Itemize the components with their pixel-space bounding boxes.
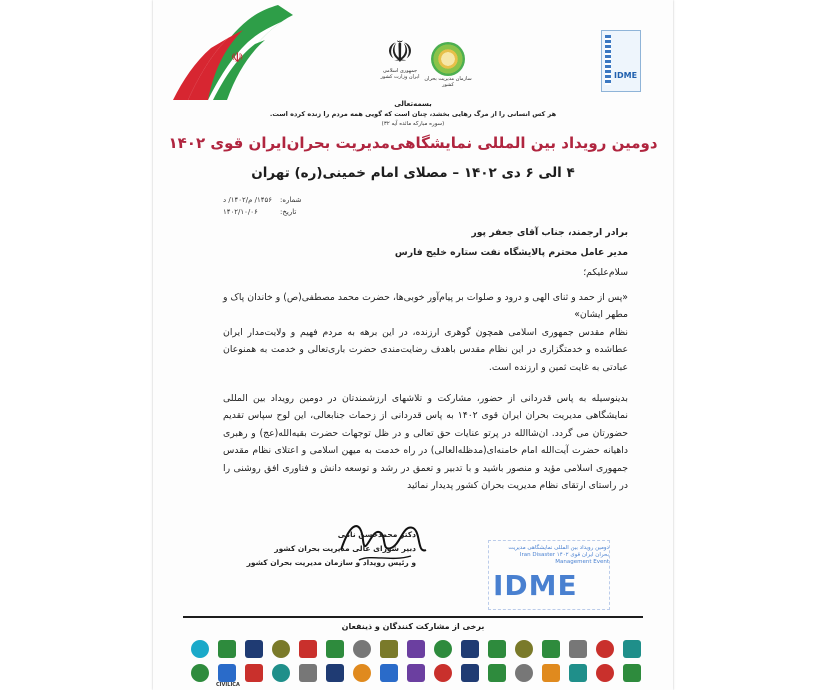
signer-role-1: دبیر شورای عالی مدیریت بحران کشور (274, 544, 416, 553)
partner-logo-icon (380, 640, 398, 658)
event-date-venue: ۴ الی ۶ دی ۱۴۰۲ – مصلای امام خمینی(ره) تهران (251, 165, 575, 181)
partner-logo-icon (515, 640, 533, 658)
partner-logo-icon (623, 640, 641, 658)
partner-logo-icon (245, 664, 263, 682)
partner-logo-icon (569, 640, 587, 658)
date-value: ۱۴۰۲/۱۰/۰۶ (223, 208, 258, 216)
stamp-logo-text: IDME (493, 569, 578, 602)
partner-logo-icon (461, 664, 479, 682)
partner-logo-icon (191, 640, 209, 658)
footer-title: برخی از مشارکت کنندگان و ذینفعان (341, 622, 485, 631)
partner-logo-icon (272, 664, 290, 682)
civilica-logo-text: CIVILICA (216, 682, 240, 688)
partner-logo-icon (488, 664, 506, 682)
partner-logo-icon (488, 640, 506, 658)
idme-logo-text: IDME (614, 71, 638, 80)
partner-logos-row-1 (191, 640, 641, 658)
iran-flag-ribbon (153, 0, 303, 100)
partner-logo-icon (596, 640, 614, 658)
emblem-icon (431, 42, 465, 76)
partner-logo-icon (353, 640, 371, 658)
partner-logo-icon (191, 664, 209, 682)
crisis-org-logo (423, 42, 473, 88)
partner-logo-icon (434, 664, 452, 682)
footer-divider (183, 616, 643, 618)
header-quote: هر کس انسانی را از مرگ رهایی بخشد، چنان است که گویی همه مردم را زنده کرده است. (269, 110, 557, 118)
salutation: برادر ارجمند، جناب آقای جعفر پور (471, 227, 628, 238)
partner-logo-icon (461, 640, 479, 658)
partner-logo-icon (542, 640, 560, 658)
partner-logo-icon (245, 640, 263, 658)
partner-logo-icon (380, 664, 398, 682)
paragraph-system: نظام مقدس جمهوری اسلامی همچون گوهری ارزنده، در این برهه به مردم فهیم و ولایت‌مدار ایران عطاشده و خدمتگزاری در این نظام مقدس باهدف رضایت‌مندی حضرت باری‌تعالی و خدمت به همنوعان عبادتی به غایت ثمین و ارزنده است. (223, 327, 628, 373)
partner-logo-icon (353, 664, 371, 682)
partner-logo-icon (299, 640, 317, 658)
partner-logo-icon (542, 664, 560, 682)
date-label: تاریخ: (280, 208, 297, 216)
partner-logo-icon (407, 640, 425, 658)
partner-logo-icon (272, 640, 290, 658)
partner-logo-icon (326, 640, 344, 658)
partner-logo-icon (218, 664, 236, 682)
partner-logos-row-2 (191, 664, 641, 688)
partner-logo-icon (515, 664, 533, 682)
greeting: سلام‌علیکم؛ (583, 267, 628, 278)
crest-icon: ☫ (386, 35, 414, 70)
partner-logo-icon (218, 640, 236, 658)
ministry-crest-logo (377, 35, 423, 80)
basmala: بسمه‌تعالی (394, 100, 432, 108)
number-value: ۱۴۵۶/ م/۱۴۰۲/ د (223, 196, 273, 204)
signer-name: دکتر محمدحسن نامی (337, 530, 416, 539)
svg-text:☫: ☫ (231, 50, 244, 66)
partner-logo-icon (569, 664, 587, 682)
crest-caption: جمهوری اسلامی ایران وزارت کشور (380, 68, 420, 80)
recipient-title: مدیر عامل محترم پالایشگاه نفت ستاره خلیج فارس (394, 247, 628, 258)
quote-reference: (سوره مبارکه مائده آیه ۳۲) (381, 121, 445, 127)
paragraph-appreciation: بدینوسیله به پاس قدردانی از حضور، مشارکت و تلاشهای ارزشمندتان در دومین رویداد بین المللی نمایشگاهی مدیریت بحران ایران قوی ۱۴۰۲ به پاس قدردانی از زحمات جنابعالی، این لوح سپاس تقدیم حضورتان می گردد. ان‌شاالله در پرتو عنایات حق تعالی و در ظل توجهات حضرت بقیه‌الله(عج) و رهبری داهیانه حضرت آیت‌الله امام خامنه‌ای(مدظله‌العالی) در راه خدمت به میهن اسلامی و اعتلای نظام مقدس جمهوری اسلامی مؤید و منصور باشید و با تدبیر و تعمق در رشد و توسعه دانش و فناوری افق روشنی را در راستای ارتقای نظام مدیریت بحران کشور پدیدار نمائید (223, 393, 629, 492)
certificate-page (153, 0, 673, 690)
paragraph-opening: «پس از حمد و ثنای الهی و درود و صلوات بر پیام‌آور خوبی‌ها، حضرت محمد مصطفی(ص) و خاندان پاک و مطهر ایشان» (223, 292, 628, 321)
stamp-caption: دومین رویداد بین المللی نمایشگاهی مدیریت بحران ایران قوی ۱۴۰۲ Iran Disaster Management Event (508, 545, 609, 565)
idme-bars-icon (605, 35, 611, 85)
signer-role-2: و رئیس رویداد و سازمان مدیریت بحران کشور (246, 558, 416, 567)
partner-logo-icon (299, 664, 317, 682)
partner-logo-icon (434, 640, 452, 658)
partner-logo-icon (596, 664, 614, 682)
idme-stamp (488, 540, 610, 610)
partner-logo-icon (407, 664, 425, 682)
emblem-caption: سازمان مدیریت بحران کشور (424, 76, 472, 88)
partner-logo-icon (623, 664, 641, 682)
partner-logo-icon (326, 664, 344, 682)
number-label: شماره: (280, 196, 302, 204)
event-title: دومین رویداد بین المللی نمایشگاهی‌مدیریت بحران‌ایران قوی ۱۴۰۲ (168, 134, 658, 152)
idme-logo-top (601, 30, 641, 92)
